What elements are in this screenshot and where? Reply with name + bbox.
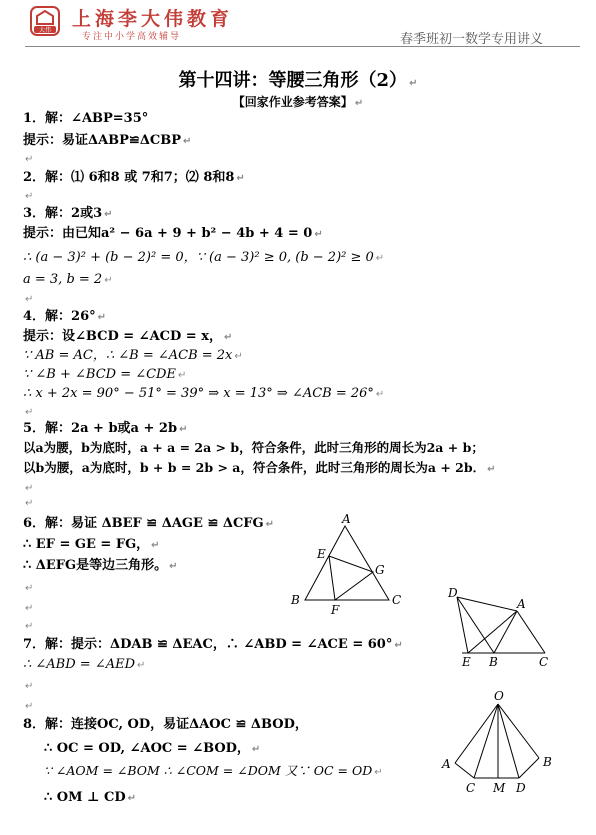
answer-2-line-1: 2．解：⑴ 6和8 或 7和7；⑵ 8和8 ↵ bbox=[23, 170, 245, 185]
answer-8-line-1: 8．解：连接OC, OD，易证ΔAOC ≌ ΔBOD， bbox=[23, 717, 308, 732]
fig6-label-C: C bbox=[392, 593, 402, 607]
answer-7-line-1: 7．解：提示：ΔDAB ≌ ΔEAC，∴ ∠ABD = ∠ACE = 60° ↵ bbox=[23, 637, 403, 652]
blank-line: ↵ bbox=[25, 498, 34, 509]
figure-7-triangles bbox=[445, 585, 560, 670]
fig7-label-D: D bbox=[448, 586, 458, 600]
header-divider bbox=[25, 46, 580, 47]
blank-line: ↵ bbox=[25, 294, 34, 305]
fig8-label-D: D bbox=[516, 781, 526, 795]
fig8-label-C: C bbox=[466, 781, 476, 795]
fig7-label-A: A bbox=[517, 597, 526, 611]
blank-line: ↵ bbox=[25, 483, 34, 494]
header-course-name: 春季班初一数学专用讲义 bbox=[400, 32, 544, 47]
fig8-label-O: O bbox=[494, 689, 504, 703]
answer-8-line-3: ∵ ∠AOM = ∠BOM ∴ ∠COM = ∠DOM 又∵ OC = OD ↵ bbox=[44, 763, 383, 778]
brand-slogan: 专注中小学高效辅导 bbox=[82, 32, 182, 42]
answer-8-line-2: ∴ OC = OD, ∠AOC = ∠BOD， ↵ bbox=[44, 741, 261, 756]
answer-6-line-3: ∴ ΔEFG是等边三角形。 ↵ bbox=[23, 558, 178, 573]
fig8-label-B: B bbox=[543, 755, 552, 769]
fig6-label-A: A bbox=[342, 512, 351, 526]
answer-4-line-2: 提示：设∠BCD = ∠ACD = x， ↵ bbox=[23, 329, 233, 344]
page-subtitle: 【回家作业参考答案】 ↵ bbox=[232, 95, 364, 109]
figure-6-triangle bbox=[285, 512, 405, 617]
blank-line: ↵ bbox=[25, 191, 34, 202]
blank-line: ↵ bbox=[25, 407, 34, 418]
answer-4-line-3: ∵ AB = AC，∴ ∠B = ∠ACB = 2x ↵ bbox=[23, 348, 243, 363]
blank-line: ↵ bbox=[25, 154, 34, 165]
answer-6-line-1: 6．解：易证 ΔBEF ≌ ΔAGE ≌ ΔCFG ↵ bbox=[23, 516, 275, 531]
answer-4-line-1: 4．解：26° ↵ bbox=[23, 309, 107, 324]
answer-3-line-3: ∴ (a − 3)² + (b − 2)² = 0，∵ (a − 3)² ≥ 0, (b − 2)² ≥ 0 ↵ bbox=[23, 250, 385, 265]
answer-3-line-4: a = 3, b = 2 ↵ bbox=[23, 272, 113, 287]
figure-8-kite bbox=[430, 688, 560, 800]
fig6-label-B: B bbox=[291, 593, 300, 607]
blank-line: ↵ bbox=[25, 621, 34, 632]
answer-6-line-2: ∴ EF = GE = FG， ↵ bbox=[23, 537, 160, 552]
answer-5-line-2: 以a为腰，b为底时，a + a = 2a > b，符合条件，此时三角形的周长为2a + b； bbox=[23, 440, 484, 455]
brand-name: 上海李大伟教育 bbox=[72, 8, 234, 30]
fig7-label-E: E bbox=[462, 655, 471, 669]
page-title: 第十四讲：等腰三角形（2） ↵ bbox=[178, 70, 418, 91]
fig6-label-E: E bbox=[317, 547, 326, 561]
answer-1-line-1: 1．解：∠ABP=35° bbox=[23, 111, 149, 126]
answer-7-line-2: ∴ ∠ABD = ∠AED ↵ bbox=[23, 657, 146, 672]
answer-3-line-1: 3．解：2或3 ↵ bbox=[23, 206, 113, 221]
logo-text: 大伟 bbox=[38, 27, 52, 34]
fig8-label-A: A bbox=[442, 757, 451, 771]
fig7-label-C: C bbox=[539, 655, 549, 669]
answer-5-line-1: 5．解：2a + b或a + 2b ↵ bbox=[23, 421, 188, 436]
answer-3-line-2: 提示：由已知a² − 6a + 9 + b² − 4b + 4 = 0 ↵ bbox=[23, 226, 323, 241]
answer-4-line-4: ∵ ∠B + ∠BCD = ∠CDE ↵ bbox=[23, 367, 187, 382]
fig6-label-G: G bbox=[375, 563, 385, 577]
blank-line: ↵ bbox=[25, 701, 34, 712]
logo-icon bbox=[30, 6, 60, 36]
fig7-label-B: B bbox=[489, 655, 498, 669]
fig8-label-M: M bbox=[493, 781, 506, 795]
blank-line: ↵ bbox=[25, 681, 34, 692]
answer-4-line-5: ∴ x + 2x = 90° − 51° = 39° ⇒ x = 13° ⇒ ∠ACB = 26° ↵ bbox=[23, 386, 385, 401]
fig6-label-F: F bbox=[331, 603, 340, 617]
answer-8-line-4: ∴ OM ⊥ CD ↵ bbox=[44, 790, 137, 805]
answer-1-line-2: 提示：易证ΔABP≌ΔCBP ↵ bbox=[23, 133, 192, 148]
blank-line: ↵ bbox=[25, 583, 34, 594]
blank-line: ↵ bbox=[25, 603, 34, 614]
answer-5-line-3: 以b为腰，a为底时，b + b = 2b > a，符合条件，此时三角形的周长为a + 2b． ↵ bbox=[23, 460, 496, 475]
